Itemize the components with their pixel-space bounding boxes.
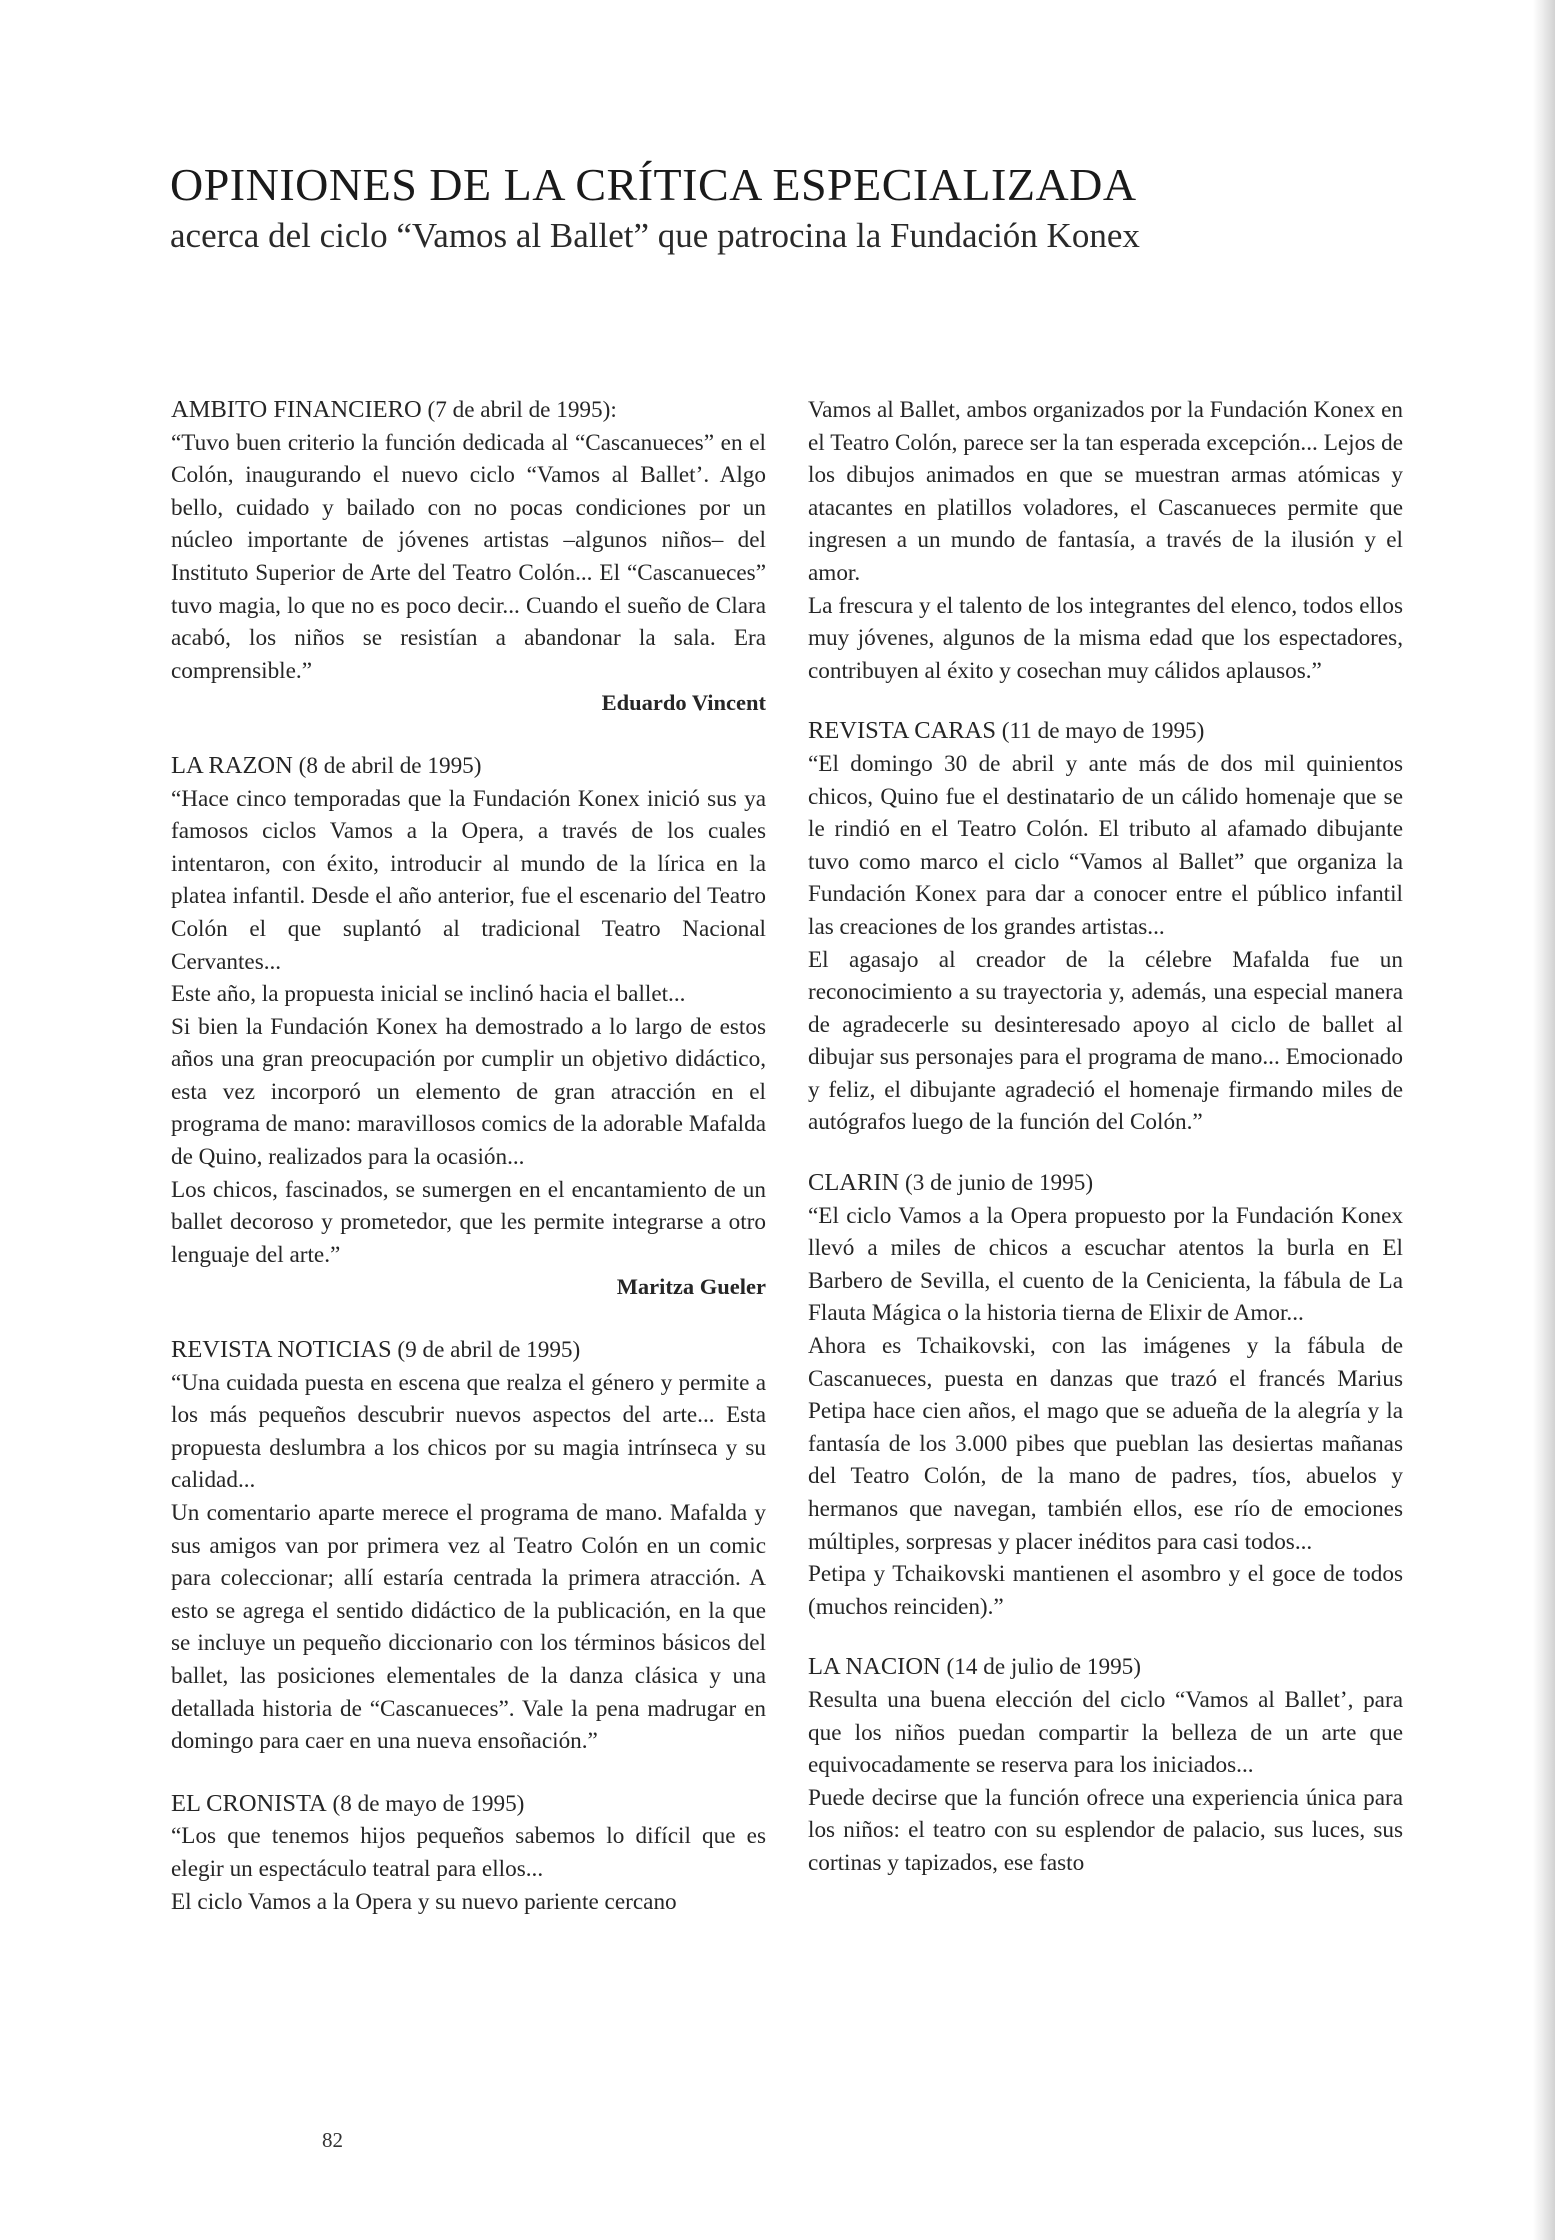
review-heading	[808, 715, 1403, 748]
review-paragraph: Puede decirse que la función ofrece una experiencia única para los niños: el teatro con su esplendor de palacio, sus luces, sus cortinas y tapizados, ese fasto	[808, 1784, 1403, 1876]
publication-date: (14 de julio de 1995)	[946, 1654, 1141, 1681]
review-paragraph: “Los que tenemos hijos pequeños sabemos lo difícil que es elegir un espectáculo teatral para ellos...	[171, 1823, 766, 1882]
review-la-razon	[171, 750, 766, 1304]
publication-name: REVISTA NOTICIAS	[171, 1336, 392, 1364]
review-paragraph: Vamos al Ballet, ambos organizados por la Fundación Konex en el Teatro Colón, parece ser la tan esperada excepción... Lejos de los dibujos animados en que se muestran armas atómicas y atacantes en platillos voladores, el Cascanueces permite que ingresen a un mundo de fantasía, a través de la ilusión y el amor.	[808, 397, 1403, 586]
page-edge-shadow	[1533, 0, 1555, 2240]
publication-name: AMBITO FINANCIERO	[171, 396, 422, 423]
review-paragraph: Un comentario aparte merece el programa de mano. Mafalda y sus amigos van por primera vez al Teatro Colón en un comic para coleccionar; allí estaría centrada la primera atracción. A esto se agrega el sentido didáctico de la publicación, en la que se incluye un pequeño diccionario con los términos básicos del ballet, las posiciones elementales de la danza clásica y una detallada historia de “Cascanueces”. Vale la pena madrugar en domingo para caer en una nueva ensoñación.”	[171, 1500, 766, 1755]
review-paragraph: “Una cuidada puesta en escena que realza el género y permite a los más pequeños descubrir nuevos aspectos del arte... Esta propuesta deslumbra a los chicos por su magia intrínseca y su calidad...	[171, 1369, 766, 1494]
review-paragraph: El ciclo Vamos a la Opera y su nuevo pariente cercano	[171, 1888, 677, 1915]
publication-name: EL CRONISTA	[171, 1789, 327, 1817]
review-paragraph: Si bien la Fundación Konex ha demostrado a lo largo de estos años una gran preocupación por cumplir un objetivo didáctico, esta vez incorporó un elemento de gran atracción en el programa de mano: maravillosos comics de la adorable Mafalda de Quino, realizados para la ocasión...	[171, 1013, 766, 1171]
review-revista-noticias	[171, 1334, 766, 1758]
review-el-cronista-continued	[808, 394, 1403, 687]
review-heading	[808, 1167, 1403, 1200]
review-heading	[171, 1788, 766, 1821]
review-author: Eduardo Vincent	[601, 690, 766, 716]
review-paragraph: El agasajo al creador de la célebre Mafalda fue un reconocimiento a su trayectoria y, además, una especial manera de agradecerle su desinteresado apoyo al ciclo de ballet al dibujar sus personajes para el programa de mano... Emocionado y feliz, el dibujante agradeció el homenaje firmando miles de autógrafos luego de la función del Colón.”	[808, 946, 1403, 1136]
review-ambito-financiero	[171, 394, 766, 720]
review-clarin	[808, 1167, 1403, 1623]
review-paragraph: Petipa y Tchaikovski mantienen el asombro y el goce de todos (muchos reinciden).”	[808, 1561, 1403, 1620]
review-heading	[171, 1334, 766, 1367]
review-heading	[171, 394, 766, 427]
publication-date: (7 de abril de 1995):	[427, 397, 617, 423]
publication-date: (9 de abril de 1995)	[397, 1337, 581, 1364]
publication-name: CLARIN	[808, 1169, 900, 1197]
publication-date: (8 de abril de 1995)	[298, 752, 482, 779]
publication-name: LA NACION	[808, 1653, 941, 1681]
review-la-nacion	[808, 1651, 1403, 1879]
review-paragraph: “Hace cinco temporadas que la Fundación Konex inició sus ya famosos ciclos Vamos a la Opera, a través de los cuales intentaron, con éxito, introducir al mundo de la lírica en la platea infantil. Desde el año anterior, fue el escenario del Teatro Colón el que suplantó al tradicional Teatro Nacional Cervantes...	[171, 785, 766, 975]
review-paragraph: Resulta una buena elección del ciclo “Vamos al Ballet’, para que los niños puedan compartir la belleza de un arte que equivocadamente se reserva para los iniciados...	[808, 1686, 1403, 1779]
page-number: 82	[322, 2128, 343, 2152]
review-revista-caras	[808, 715, 1403, 1139]
review-heading	[171, 750, 766, 783]
left-column	[171, 394, 766, 1918]
review-el-cronista	[171, 1788, 766, 1918]
review-paragraph: La frescura y el talento de los integrantes del elenco, todos ellos muy jóvenes, algunos de la misma edad que los espectadores, contribuyen al éxito y cosechan muy cálidos aplausos.”	[808, 592, 1403, 684]
review-paragraph: Este año, la propuesta inicial se inclinó hacia el ballet...	[171, 981, 686, 1008]
review-paragraph: “Tuvo buen criterio la función dedicada al “Cascanueces” en el Colón, inaugurando el nuevo ciclo “Vamos al Ballet’. Algo bello, cuidado y bailado con no pocas condiciones por un núcleo importante de jóvenes artistas –algunos niños– del Instituto Superior de Arte del Teatro Colón... El “Cascanueces” tuvo magia, lo que no es poco decir... Cuando el sueño de Clara acabó, los niños se resistían a abandonar la sala. Era comprensible.”	[171, 429, 766, 684]
review-heading	[808, 1651, 1403, 1684]
publication-name: REVISTA CARAS	[808, 717, 996, 745]
page-header	[170, 160, 1420, 257]
page-title: OPINIONES DE LA CRÍTICA ESPECIALIZADA	[170, 159, 1137, 210]
review-paragraph: “El domingo 30 de abril y ante más de dos mil quinientos chicos, Quino fue el destinatario de un cálido homenaje que se le rindió en el Teatro Colón. El tributo al afamado dibujante tuvo como marco el ciclo “Vamos al Ballet” que organiza la Fundación Konex para dar a conocer entre el público infantil las creaciones de los grandes artistas...	[808, 750, 1403, 940]
right-column	[808, 394, 1403, 1880]
publication-name: LA RAZON	[171, 751, 293, 779]
review-paragraph: “El ciclo Vamos a la Opera propuesto por la Fundación Konex llevó a miles de chicos a escuchar atentos la burla en El Barbero de Sevilla, el cuento de la Cenicienta, la fábula de La Flauta Mágica o la historia tierna de Elixir de Amor...	[808, 1202, 1403, 1327]
review-paragraph: Los chicos, fascinados, se sumergen en el encantamiento de un ballet decoroso y prometedor, que les permite integrarse a otro lenguaje del arte.”	[171, 1176, 766, 1268]
publication-date: (8 de mayo de 1995)	[332, 1790, 525, 1817]
publication-date: (11 de mayo de 1995)	[1001, 718, 1205, 745]
review-paragraph: Ahora es Tchaikovski, con las imágenes y la fábula de Cascanueces, puesta en danzas que trazó el francés Marius Petipa hace cien años, el mago que se adueña de la alegría y la fantasía de los 3.000 pibes que pueblan las desiertas mañanas del Teatro Colón, de la mano de padres, tíos, abuelos y hermanos que navegan, también ellos, ese río de emociones múltiples, sorpresas y placer inéditos para casi todos...	[808, 1333, 1403, 1555]
page-subtitle: acerca del ciclo “Vamos al Ballet” que patrocina la Fundación Konex	[170, 215, 1140, 255]
review-author: Maritza Gueler	[616, 1274, 766, 1300]
publication-date: (3 de junio de 1995)	[905, 1170, 1094, 1197]
